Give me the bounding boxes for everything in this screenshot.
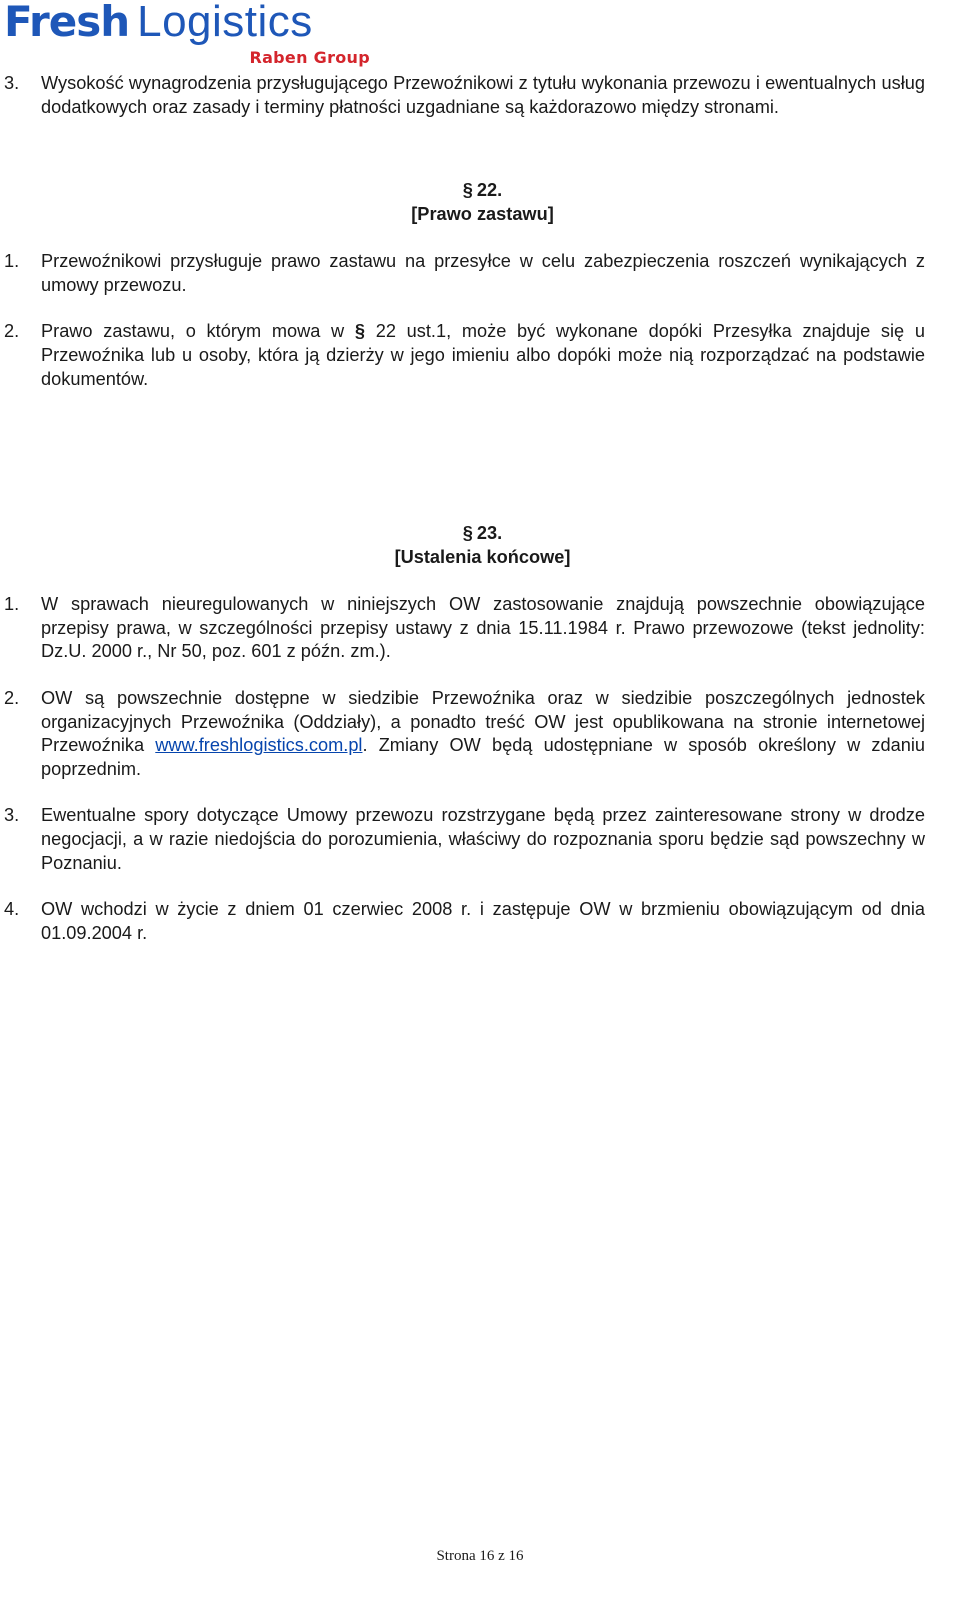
logo-logistics-text: Logistics — [137, 0, 313, 46]
item-text-start: Prawo zastawu, o którym mowa w — [41, 321, 355, 342]
document-body — [0, 72, 960, 945]
paragraph-item — [0, 687, 960, 781]
item-number: 1. — [4, 594, 20, 615]
item-text: Wysokość wynagrodzenia przysługującego Przewoźnikowi z tytułu wykonania przewozu i ewentualnych usług dodatkowych oraz zasady i terminy płatności uzgadniane są każdorazowo między stronami. — [41, 73, 925, 117]
section-23-heading — [0, 521, 960, 569]
paragraph-item — [0, 898, 960, 945]
logo-wordmark — [4, 0, 370, 46]
logo-group-text: Raben Group — [249, 48, 370, 67]
section-22-heading — [0, 178, 960, 226]
website-link[interactable]: www.freshlogistics.com.pl — [155, 735, 363, 756]
item-text-start: OW są powszechnie dostępne w siedzibie Przewoźnika oraz w siedzibie poszczególnych jednostek organizacyjnych Przewoźnika (Oddziały), a ponadto treść OW jest opublikowana na stronie internetowej Przewoźnika — [41, 687, 925, 756]
logo-fresh-text: Fresh — [4, 0, 130, 46]
item-text: Przewoźnikowi przysługuje prawo zastawu na przesyłce w celu zabezpieczenia roszczeń wynikających z umowy przewozu. — [41, 251, 925, 295]
section-number: 23. — [476, 523, 503, 544]
section-symbol: § — [462, 180, 473, 201]
item-number: 2. — [4, 321, 20, 342]
item-text: Ewentualne spory dotyczące Umowy przewozu rozstrzygane będą przez zainteresowane strony w drodze negocjacji, a w razie niedojścia do porozumienia, właściwy do rozpoznania sporu będzie sąd powszechny w Poznaniu. — [41, 805, 925, 873]
paragraph-item — [0, 804, 960, 875]
paragraph-item — [0, 72, 960, 119]
section-symbol: § — [354, 321, 366, 342]
section-number: 22. — [476, 180, 503, 201]
section-symbol: § — [462, 523, 473, 544]
item-number: 4. — [4, 899, 20, 920]
item-number: 3. — [4, 73, 20, 93]
paragraph-item — [0, 320, 960, 391]
item-text: W sprawach nieuregulowanych w niniejszych OW zastosowanie znajdują powszechnie obowiązujące przepisy prawa, w szczególności przepisy ustawy z dnia 15.11.1984 r. Prawo przewozowe (tekst jednolity: Dz.U. 2000 r., Nr 50, poz. 601 z późn. zm.). — [41, 594, 925, 662]
company-logo — [4, 0, 370, 67]
paragraph-item — [0, 250, 960, 297]
item-text: OW wchodzi w życie z dniem 01 czerwiec 2008 r. i zastępuje OW w brzmieniu obowiązującym od dnia 01.09.2004 r. — [41, 899, 925, 943]
paragraph-item — [0, 593, 960, 664]
item-number: 3. — [4, 805, 20, 826]
item-text-end: 22 ust.1, może być wykonane dopóki Przesyłka znajduje się u Przewoźnika lub u osoby, która ją dzierży w jego imieniu albo dopóki może nią rozporządzać na podstawie dokumentów. — [41, 321, 925, 389]
section-title: [Ustalenia końcowe] — [394, 547, 571, 568]
section-title: [Prawo zastawu] — [411, 204, 554, 225]
item-number: 2. — [4, 687, 20, 708]
page-footer: Strona 16 z 16 — [436, 1548, 524, 1564]
item-number: 1. — [4, 251, 20, 272]
item-text-end: . Zmiany OW będą udostępniane w sposób określony w zdaniu poprzednim. — [41, 735, 925, 779]
